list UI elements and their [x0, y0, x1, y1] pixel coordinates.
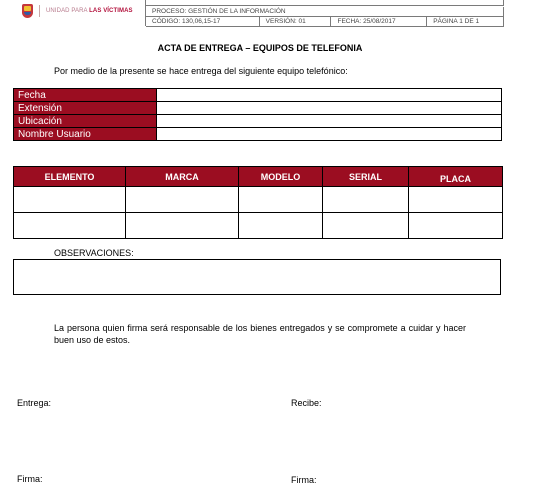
intro-text: Por medio de la presente se hace entrega del siguiente equipo telefónico: [54, 66, 348, 76]
table-cell[interactable] [126, 187, 239, 213]
document-title: ACTA DE ENTREGA – EQUIPOS DE TELEFONIA [157, 43, 363, 53]
version-label: VERSIÓN: 01 [260, 17, 332, 26]
table-cell[interactable] [409, 213, 503, 239]
table-row [14, 213, 503, 239]
entrega-label: Entrega: [17, 398, 52, 408]
logo-text-line1: UNIDAD PARA [46, 8, 88, 14]
process-label: PROCESO: GESTIÓN DE LA INFORMACIÓN [146, 7, 504, 17]
column-header-serial: SERIAL [323, 167, 409, 187]
column-header-modelo: MODELO [239, 167, 323, 187]
table-cell[interactable] [239, 213, 323, 239]
observations-field[interactable] [13, 259, 501, 295]
logo-text [46, 8, 133, 14]
info-label: Extensión [14, 102, 157, 115]
table-row [14, 187, 503, 213]
recibe-label: Recibe: [291, 398, 322, 408]
info-value-extension[interactable] [157, 102, 502, 115]
info-label: Nombre Usuario [14, 128, 157, 141]
info-row-fecha [14, 89, 502, 102]
info-value-nombre-usuario[interactable] [157, 128, 502, 141]
logo-divider [39, 5, 40, 17]
firma-right-label: Firma: [291, 475, 317, 485]
info-value-ubicacion[interactable] [157, 115, 502, 128]
info-row-ubicacion [14, 115, 502, 128]
firma-left-label: Firma: [17, 474, 43, 484]
responsibility-text: La persona quien firma será responsable de los bienes entregados y se compromete a cuidar y hacer buen uso de estos. [54, 323, 466, 345]
column-header-marca: MARCA [126, 167, 239, 187]
code-label: CÓDIGO: 130,06,15-17 [146, 17, 260, 26]
info-label: Ubicación [14, 115, 157, 128]
coat-of-arms-icon [22, 4, 33, 18]
logo [14, 0, 146, 26]
table-cell[interactable] [323, 187, 409, 213]
date-label: FECHA: 25/08/2017 [331, 17, 427, 26]
equipment-table [13, 166, 503, 239]
header-meta-row [146, 17, 504, 27]
info-label: Fecha [14, 89, 157, 102]
table-cell[interactable] [14, 187, 126, 213]
table-cell[interactable] [14, 213, 126, 239]
column-header-placa: PLACA [409, 167, 503, 187]
observations-label: OBSERVACIONES: [54, 248, 134, 258]
table-cell[interactable] [126, 213, 239, 239]
info-value-fecha[interactable] [157, 89, 502, 102]
info-row-nombre-usuario [14, 128, 502, 141]
column-header-elemento: ELEMENTO [14, 167, 126, 187]
document-header [0, 0, 505, 28]
table-cell[interactable] [409, 187, 503, 213]
table-cell[interactable] [239, 187, 323, 213]
equipment-header-row [14, 167, 503, 187]
info-row-extension [14, 102, 502, 115]
info-table [13, 88, 502, 141]
table-cell[interactable] [323, 213, 409, 239]
header-top-row [146, 0, 504, 6]
logo-text-line2: LAS VÍCTIMAS [89, 8, 133, 14]
page-label: PÁGINA 1 DE 1 [433, 18, 480, 25]
